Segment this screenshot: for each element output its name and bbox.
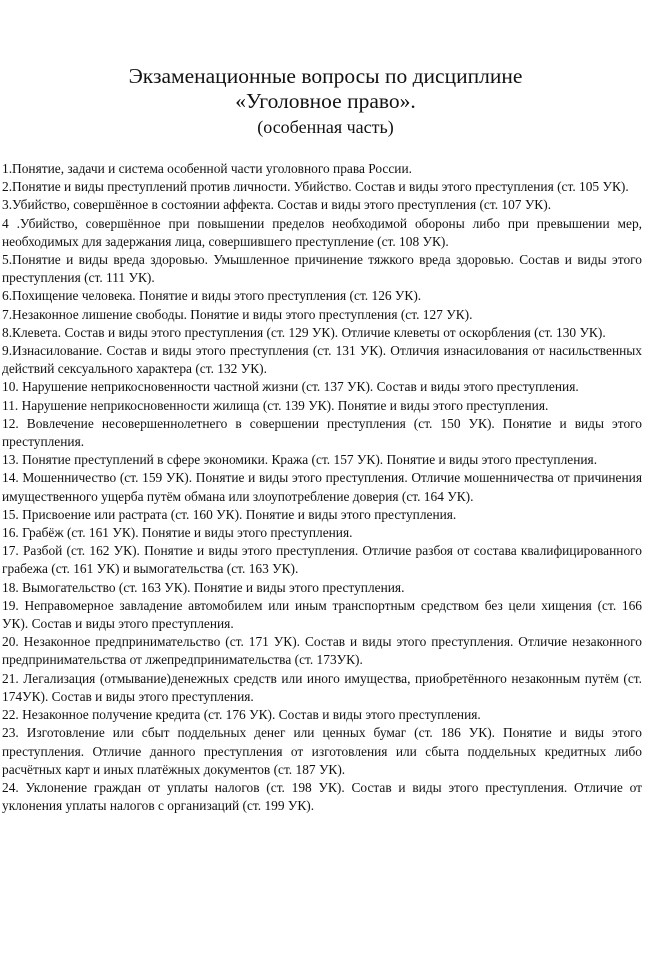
question-item: 24. Уклонение граждан от уплаты налогов (ст. 198 УК). Состав и виды этого преступления. Отличие от уклонения уплаты налогов с организаций (ст. 199 УК). — [2, 779, 642, 814]
document-header — [0, 64, 651, 140]
question-item: 14. Мошенничество (ст. 159 УК). Понятие и виды этого преступления. Отличие мошенничества от причинения имущественного ущерба путём обмана или злоупотребление доверия (ст. 164 УК). — [2, 470, 642, 504]
question-item: 6.Похищение человека. Понятие и виды этого преступления (ст. 126 УК). — [2, 288, 422, 304]
question-item: 4 .Убийство, совершённое при повышении пределов необходимой обороны либо при превышении мер, необходимых для задержания лица, совершившего преступление (ст. 108 УК). — [2, 215, 642, 249]
question-item: 9.Изнасилование. Состав и виды этого преступления (ст. 131 УК). Отличия изнасилования от насильственных действий сексуального характера (ст. 132 УК). — [2, 343, 642, 377]
title-line-1: Экзаменационные вопросы по дисциплине — [128, 64, 523, 88]
question-item: 18. Вымогательство (ст. 163 УК). Понятие и виды этого преступления. — [2, 579, 405, 595]
document-subtitle: (особенная часть) — [257, 117, 394, 137]
question-item: 20. Незаконное предпринимательство (ст. 171 УК). Состав и виды этого преступления. Отличие незаконного предпринимательства от лжепредпринимательства (ст. 173УК). — [2, 634, 642, 668]
question-item: 15. Присвоение или растрата (ст. 160 УК). Понятие и виды этого преступления. — [2, 506, 457, 522]
question-item: 8.Клевета. Состав и виды этого преступления (ст. 129 УК). Отличие клеветы от оскорбления (ст. 130 УК). — [2, 324, 606, 340]
question-item: 1.Понятие, задачи и система особенной части уголовного права России. — [2, 161, 412, 176]
question-item: 3.Убийство, совершённое в состоянии аффекта. Состав и виды этого преступления (ст. 107 УК). — [2, 197, 552, 213]
question-item: 11. Нарушение неприкосновенности жилища (ст. 139 УК). Понятие и виды этого преступления. — [2, 397, 549, 413]
question-item: 2.Понятие и виды преступлений против личности. Убийство. Состав и виды этого преступления (ст. 105 УК). — [2, 179, 629, 195]
question-item: 10. Нарушение неприкосновенности частной жизни (ст. 137 УК). Состав и виды этого преступления. — [2, 379, 579, 395]
title-line-2: «Уголовное право». — [235, 89, 416, 113]
question-item: 7.Незаконное лишение свободы. Понятие и виды этого преступления (ст. 127 УК). — [2, 306, 473, 322]
question-item: 5.Понятие и виды вреда здоровью. Умышленное причинение тяжкого вреда здоровью. Состав и виды этого преступления (ст. 111 УК). — [2, 252, 642, 286]
question-item: 23. Изготовление или сбыт поддельных денег или ценных бумаг (ст. 186 УК). Понятие и виды этого преступления. Отличие данного преступления от изготовления или сбыта поддельных кредитных либо расчётных карт и иных платёжных документов (ст. 187 УК). — [2, 725, 642, 777]
questions-list — [2, 160, 642, 815]
question-item: 16. Грабёж (ст. 161 УК). Понятие и виды этого преступления. — [2, 525, 353, 541]
question-item: 12. Вовлечение несовершеннолетнего в совершении преступления (ст. 150 УК). Понятие и виды этого преступления. — [2, 415, 642, 450]
question-item: 13. Понятие преступлений в сфере экономики. Кража (ст. 157 УК). Понятие и виды этого преступления. — [2, 452, 598, 468]
question-item: 19. Неправомерное завладение автомобилем или иным транспортным средством без цели хищения (ст. 166 УК). Состав и виды этого преступления. — [2, 597, 642, 632]
question-item: 17. Разбой (ст. 162 УК). Понятие и виды этого преступления. Отличие разбоя от состава квалифицированного грабежа (ст. 161 УК) и вымогательства (ст. 163 УК). — [2, 543, 642, 577]
question-item: 21. Легализация (отмывание)денежных средств или иного имущества, приобретённого незаконным путём (ст. 174УК). Состав и виды этого преступления. — [2, 670, 642, 704]
question-item: 22. Незаконное получение кредита (ст. 176 УК). Состав и виды этого преступления. — [2, 707, 481, 723]
